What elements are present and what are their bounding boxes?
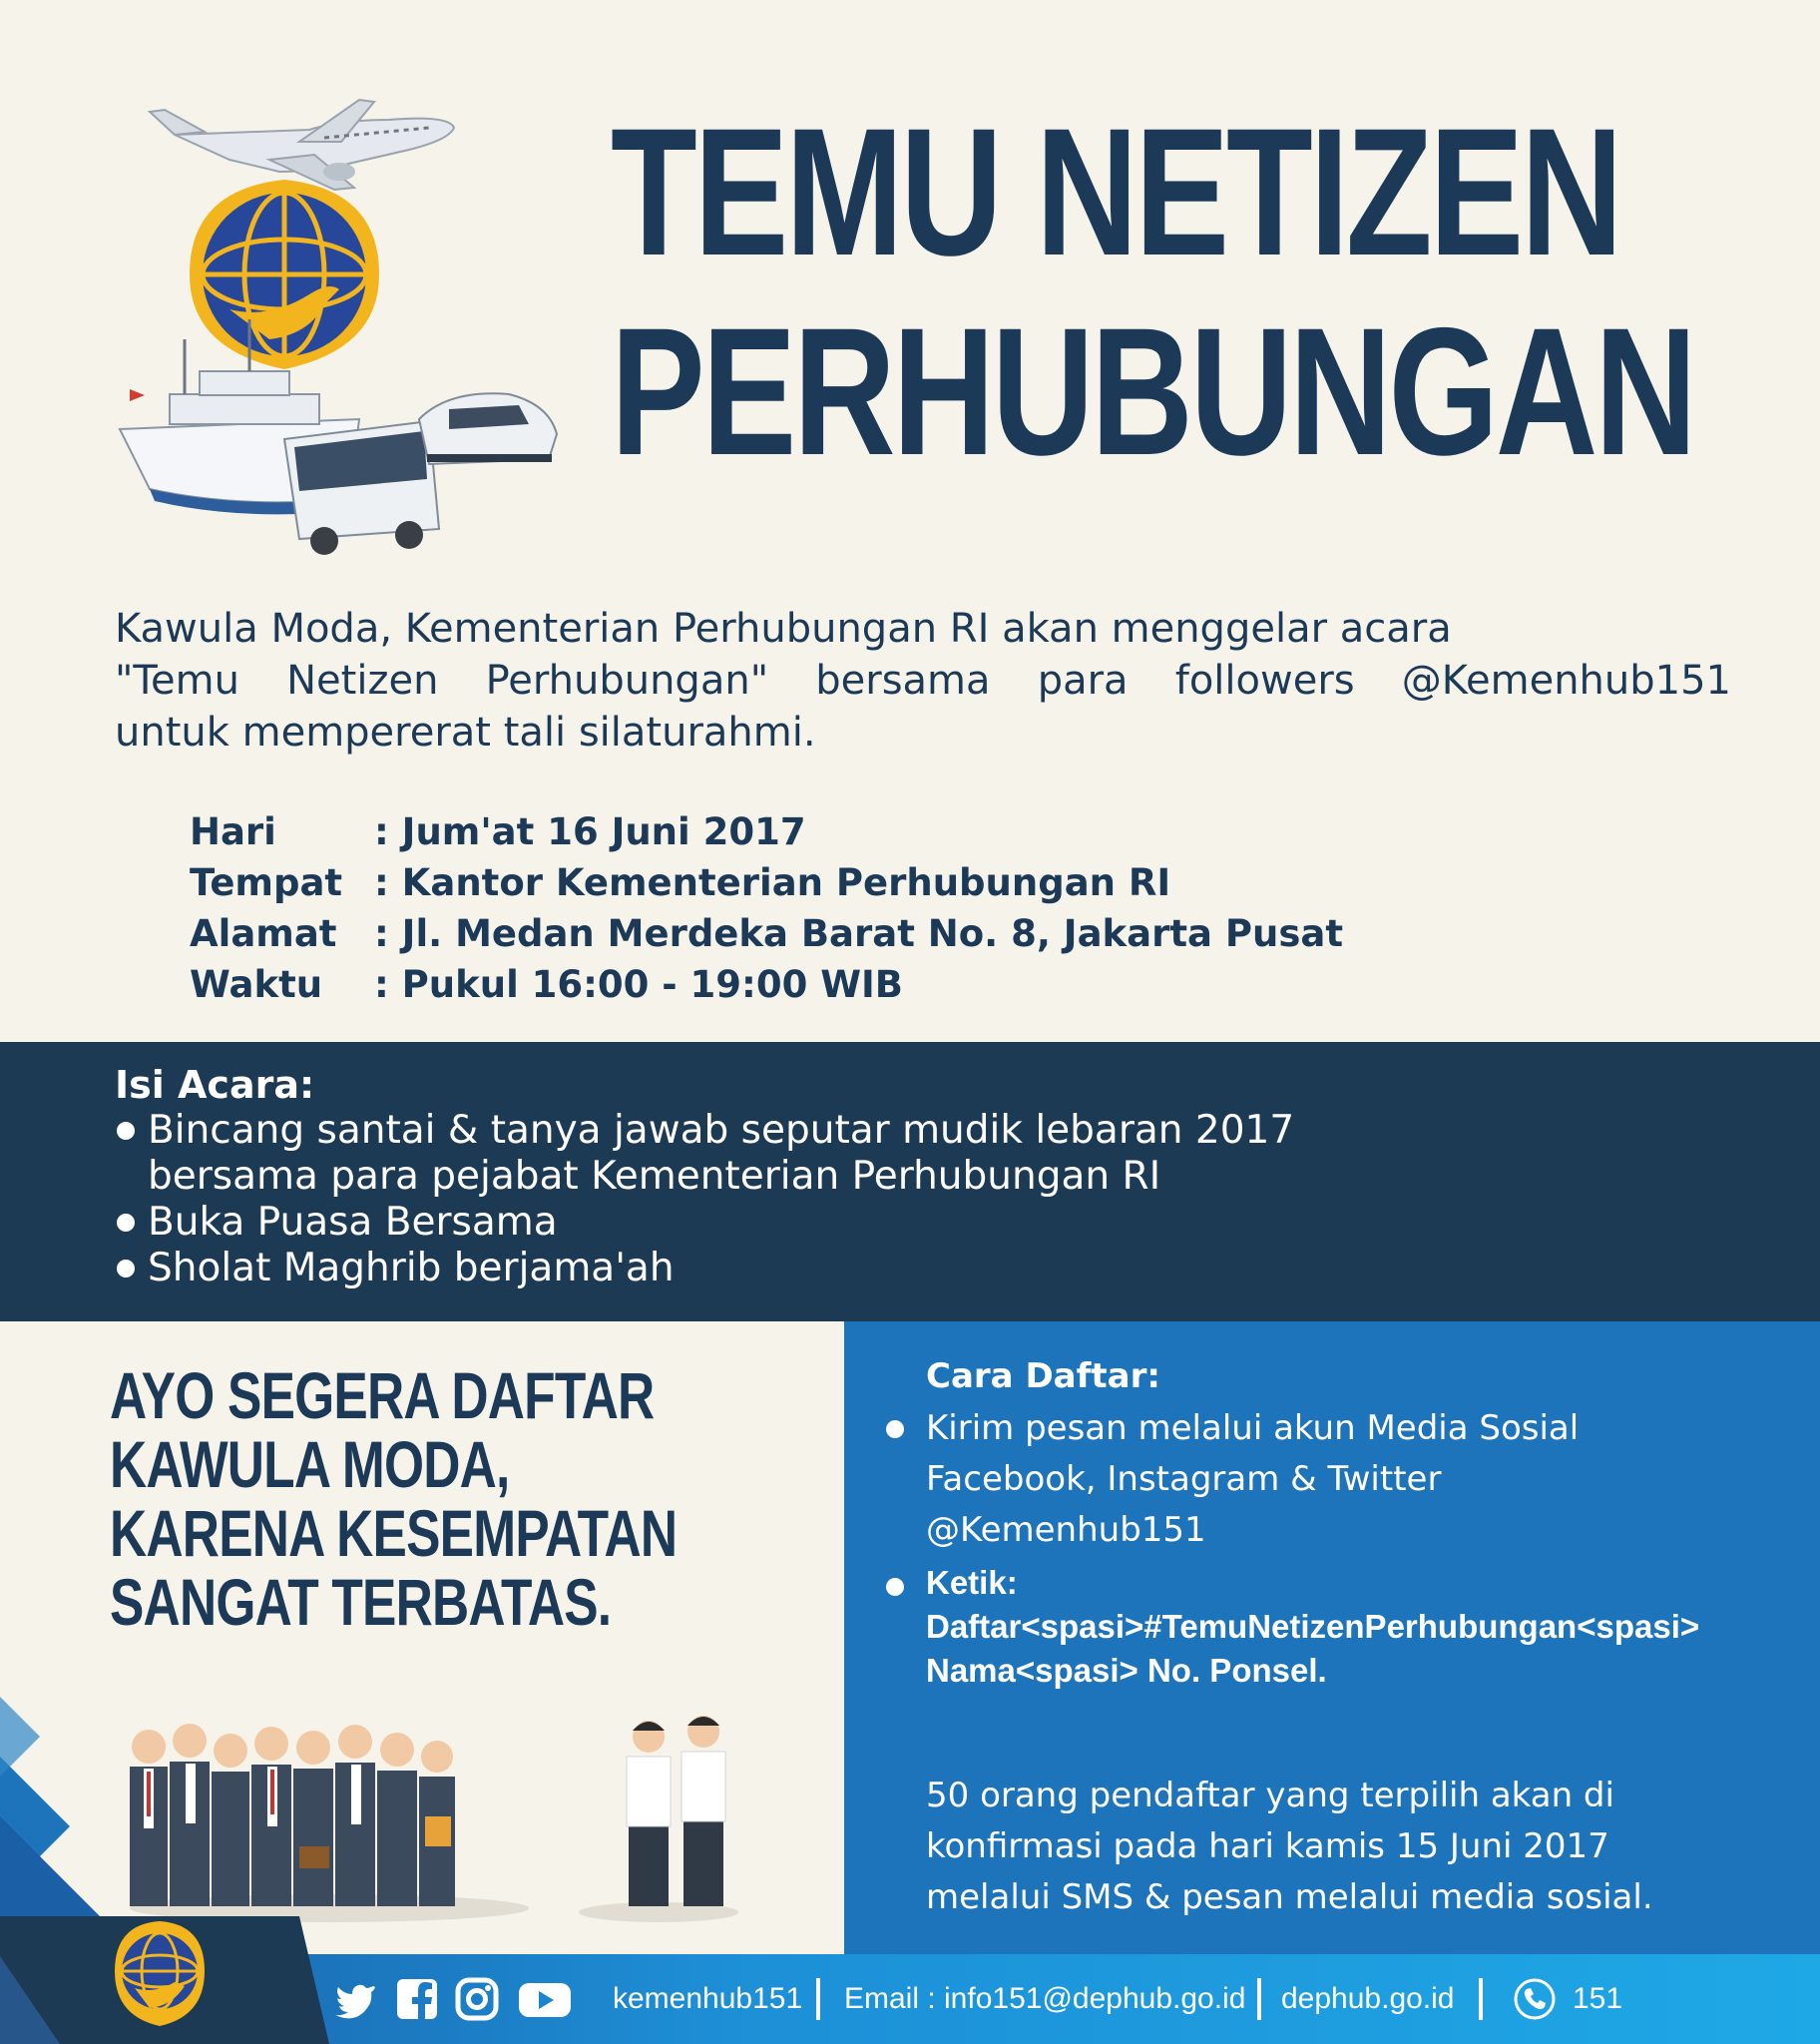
footer-website[interactable]: dephub.go.id [1281,1982,1455,2015]
agenda-item-text: bersama para pejabat Kementerian Perhubungan RI [148,1154,1161,1199]
page-title [611,92,1708,491]
detail-row-tempat [190,857,1343,908]
step-text: Daftar<spasi>#TemuNetizenPerhubungan<spasi> [926,1608,1700,1645]
detail-row-alamat [190,908,1343,959]
footer-email[interactable]: Email : info151@dephub.go.id [844,1982,1246,2015]
footer-phone[interactable]: 151 [1573,1982,1623,2015]
officials-group [627,1716,725,1906]
people-illustration [100,1677,798,1926]
agenda-list [115,1108,1512,1291]
cta-line: KARENA KESEMPATAN [110,1496,678,1570]
bullet-icon [117,1260,135,1278]
registration-step [926,1561,1784,1693]
cta-line: AYO SEGERA DAFTAR [110,1358,655,1432]
event-details [190,806,1343,1010]
kemenhub-logo-footer [110,1916,210,2028]
step-text: Ketik: [926,1564,1018,1601]
crowd-group [130,1724,455,1906]
detail-value: : Jum'at 16 Juni 2017 [374,810,806,853]
intro-line: "Temu Netizen Perhubungan" bersama para followers @Kemenhub151 [115,658,1731,704]
agenda-title: Isi Acara: [115,1063,315,1107]
phone-icon [1513,1977,1557,2021]
intro-line: untuk mempererat tali silaturahmi. [115,710,816,756]
detail-value: : Jl. Medan Merdeka Barat No. 8, Jakarta Pusat [374,912,1344,955]
note-text: 50 orang pendaftar yang terpilih akan di [926,1776,1614,1815]
step-text: @Kemenhub151 [926,1510,1206,1550]
cta-line: KAWULA MODA, [110,1427,510,1501]
agenda-item [115,1200,1512,1246]
agenda-band [0,1042,1820,1321]
kemenhub-logo [190,180,379,369]
youtube-icon[interactable] [517,1977,573,2021]
twitter-icon[interactable] [333,1977,377,2021]
transport-illustration [110,60,579,559]
cta-line: SANGAT TERBATAS. [110,1565,612,1639]
registration-note [926,1771,1784,1923]
facebook-icon[interactable] [395,1977,439,2021]
detail-label: Alamat [190,912,337,955]
bullet-icon [886,1578,904,1596]
title-line-1: TEMU NETIZEN [611,90,1620,293]
agenda-item-text: Buka Puasa Bersama [148,1200,558,1245]
detail-row-waktu [190,959,1343,1010]
train-icon [419,393,557,464]
airplane-icon [150,100,454,190]
agenda-item-text: Sholat Maghrib berjama'ah [148,1246,675,1290]
detail-label: Waktu [190,963,323,1006]
detail-row-hari [190,806,1343,857]
step-text: Kirim pesan melalui akun Media Sosial [926,1408,1580,1448]
note-text: konfirmasi pada hari kamis 15 Juni 2017 [926,1826,1609,1866]
instagram-icon[interactable] [455,1977,499,2021]
agenda-item [115,1246,1512,1291]
registration-step [926,1403,1784,1556]
registration-panel [844,1321,1820,1954]
detail-label: Hari [190,810,276,853]
agenda-item [115,1108,1512,1200]
detail-value: : Kantor Kementerian Perhubungan RI [374,861,1171,904]
footer-divider [1257,1978,1261,2020]
detail-value: : Pukul 16:00 - 19:00 WIB [374,963,903,1006]
footer-divider [816,1978,820,2020]
step-text: Nama<spasi> No. Ponsel. [926,1652,1327,1689]
agenda-item-text: Bincang santai & tanya jawab seputar mudik lebaran 2017 [148,1108,1295,1153]
intro-paragraph [115,603,1731,759]
footer-divider [1479,1978,1483,2020]
title-line-2: PERHUBUNGAN [611,289,1694,493]
footer-handle[interactable]: kemenhub151 [613,1982,803,2015]
intro-line: Kawula Moda, Kementerian Perhubungan RI akan menggelar acara [115,606,1452,652]
note-text: melalui SMS & pesan melalui media sosial. [926,1877,1653,1917]
step-text: Facebook, Instagram & Twitter [926,1459,1442,1499]
bullet-icon [886,1420,904,1438]
detail-label: Tempat [190,861,343,904]
registration-title: Cara Daftar: [926,1356,1160,1396]
bus-icon [284,421,439,555]
registration-steps [926,1403,1784,1698]
call-to-action [110,1358,837,1639]
bullet-icon [117,1122,135,1140]
bullet-icon [117,1214,135,1232]
